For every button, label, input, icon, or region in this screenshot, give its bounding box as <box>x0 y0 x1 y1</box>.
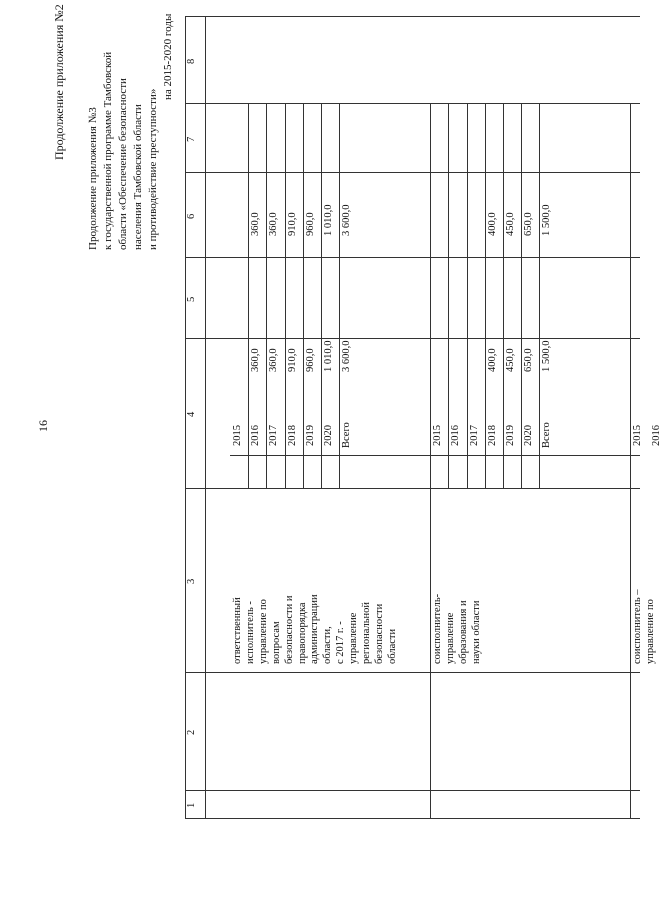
appendix-line: области «Обеспечение безопасности <box>117 78 129 250</box>
executor-line: соисполнитель- <box>432 593 444 664</box>
row-col6-value: 650,0 <box>523 212 535 236</box>
row-total-value: 400,0 <box>486 348 498 372</box>
row-total-value: 650,0 <box>523 348 535 372</box>
row-year: 2017 <box>468 425 480 446</box>
row-year: Всего <box>341 422 353 448</box>
row-year: 2016 <box>450 425 462 446</box>
row-year: Всего <box>541 422 553 448</box>
executor-line: управление по <box>257 599 269 664</box>
column-divider <box>185 488 640 489</box>
row-year: 2015 <box>232 425 243 446</box>
row-year: 2019 <box>304 425 316 446</box>
column-header: 6 <box>186 213 197 219</box>
row-year: 2020 <box>323 425 334 446</box>
row-total-value: 360,0 <box>268 348 280 372</box>
executor-line: региональной <box>361 602 372 664</box>
page-number: 16 <box>36 420 50 432</box>
continuation-title: Продолжение приложения №2 <box>52 4 66 160</box>
row-year: 2020 <box>523 425 535 446</box>
row-divider <box>467 103 468 488</box>
row-col6-value: 1 010,0 <box>323 204 334 236</box>
executor-line: безопасности и <box>283 595 295 664</box>
row-total-value: 3 600,0 <box>341 340 353 372</box>
appendix-line: на 2015-2020 годы <box>162 13 174 100</box>
row-total-value: 360,0 <box>250 348 262 372</box>
row-divider <box>503 455 504 488</box>
column-divider <box>230 455 640 456</box>
row-divider <box>303 455 304 488</box>
row-divider <box>485 103 486 488</box>
row-total-value: 450,0 <box>505 348 516 372</box>
executor-line: правопорядка <box>296 602 308 664</box>
header-divider <box>205 16 206 818</box>
executor-line: с 2017 г. - <box>335 621 347 664</box>
executor-line: вопросам <box>270 621 282 664</box>
row-divider <box>285 103 286 488</box>
row-col6-value: 3 600,0 <box>341 204 353 236</box>
row-col6-value: 1 500,0 <box>541 204 553 236</box>
row-year: 2016 <box>250 425 262 446</box>
column-divider <box>185 338 640 339</box>
appendix-line: и противодействие преступности» <box>147 88 159 250</box>
row-col6-value: 400,0 <box>486 212 498 236</box>
table-border <box>185 16 640 17</box>
row-divider <box>485 455 486 488</box>
row-year: 2015 <box>432 425 444 446</box>
row-divider <box>285 455 286 488</box>
row-divider <box>339 455 340 488</box>
row-year: 2017 <box>268 425 280 446</box>
row-year: 2018 <box>286 425 298 446</box>
row-total-value: 1 500,0 <box>541 340 553 372</box>
executor-line: администрации <box>309 594 321 664</box>
executor-line: исполнитель - <box>244 601 256 664</box>
row-divider <box>321 455 322 488</box>
row-total-value: 960,0 <box>304 348 316 372</box>
column-header: 1 <box>186 802 197 808</box>
row-divider <box>321 103 322 488</box>
row-total-value: 1 010,0 <box>323 340 334 372</box>
column-divider <box>185 257 640 258</box>
column-header: 4 <box>186 411 197 417</box>
row-divider <box>266 455 267 488</box>
column-header: 5 <box>186 296 197 302</box>
row-divider <box>521 455 522 488</box>
executor-line: образования и <box>458 600 469 664</box>
executor-line: управление по <box>645 599 657 664</box>
row-divider <box>448 455 449 488</box>
column-divider <box>185 172 640 173</box>
column-header: 2 <box>186 729 197 735</box>
row-divider <box>539 455 540 488</box>
executor-line: управление <box>445 612 457 664</box>
executor-line: соисполнитель – <box>632 589 644 664</box>
row-year: 2015 <box>632 425 644 446</box>
row-year: 2019 <box>505 425 516 446</box>
executor-line: ответственный <box>232 597 243 664</box>
table-border <box>185 818 640 819</box>
row-col6-value: 450,0 <box>505 212 516 236</box>
executor-line: безопасности <box>373 603 385 664</box>
executor-line: области <box>386 628 398 664</box>
column-header: 8 <box>186 58 197 64</box>
row-year: 2018 <box>486 425 498 446</box>
row-col6-value: 960,0 <box>304 212 316 236</box>
column-header: 3 <box>186 578 197 584</box>
executor-line: управление <box>348 612 360 664</box>
row-divider <box>503 103 504 488</box>
executor-line: науки области <box>470 600 482 664</box>
row-col6-value: 360,0 <box>250 212 262 236</box>
appendix-line: к государственной программе Тамбовской <box>102 51 114 250</box>
row-col6-value: 910,0 <box>286 212 298 236</box>
column-divider <box>185 103 640 104</box>
row-divider <box>303 103 304 488</box>
row-divider <box>467 455 468 488</box>
executor-line: области, <box>322 626 334 664</box>
row-total-value: 910,0 <box>286 348 298 372</box>
row-col6-value: 360,0 <box>268 212 280 236</box>
row-divider <box>248 455 249 488</box>
column-header: 7 <box>186 136 197 142</box>
appendix-line: населения Тамбовской области <box>132 104 144 250</box>
appendix-line: Продолжение приложения №3 <box>87 107 99 250</box>
column-divider <box>185 790 640 791</box>
row-year: 2016 <box>650 425 662 446</box>
column-divider <box>185 672 640 673</box>
